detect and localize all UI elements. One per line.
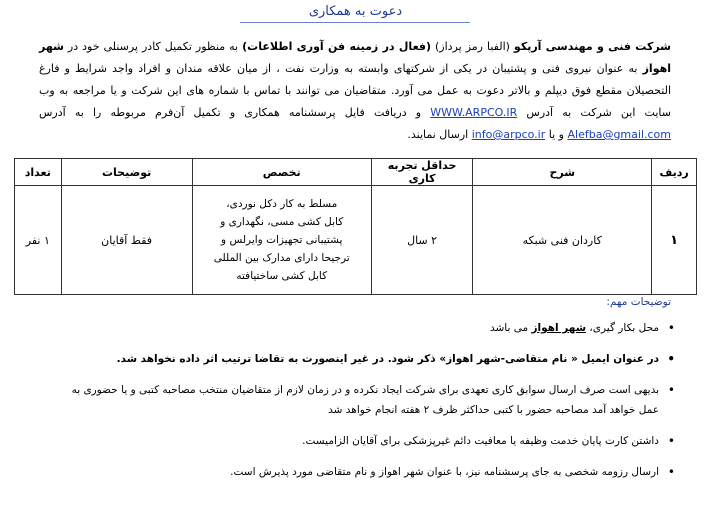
list-item — [71, 462, 671, 482]
specialty-line: مسلط به کار دکل نوردی، — [226, 198, 338, 210]
cell-specialty — [192, 186, 371, 295]
specialty-line: ترجیحا دارای مدارک بین المللی — [213, 252, 350, 264]
table-row — [15, 186, 697, 295]
table-header-row — [15, 159, 697, 186]
header-description: شرح — [473, 159, 652, 186]
intro-text-4: و یا — [548, 128, 564, 141]
specialty-line: پشتیبانی تجهیزات وایرلس و — [221, 234, 343, 246]
intro-text-2: به عنوان نیروی فنی و پشتیبان در یکی از شرکتهای وابسته به وزارت نفت ، از میان علاقه مندان و افراد واجد شرایط و فارغ التحصیلان مقطع فوق دیپلم و بالاتر دعوت به عمل می آورد. متقاضیان می توانند با تماس با شماره های این شرکت و یا مراجعه به وب سایت این شرکت به آدرس — [39, 62, 671, 119]
intro-city: شهر اهواز — [39, 40, 671, 75]
list-item — [71, 431, 671, 451]
intro-text-5: ارسال نمایند. — [407, 128, 469, 141]
note-5-text: ارسال رزومه شخصی به جای پرسشنامه نیز، با عنوان شهر اهواز و نام متقاضی مورد پذیرش است. — [230, 466, 659, 478]
intro-text-3: و دریافت فایل پرسشنامه همکاری و تکمیل آن‌فرم مربوطه را به آدرس — [39, 106, 422, 119]
note-4-text: داشتن کارت پایان خدمت وظیفه یا معافیت دائم غیرپزشکی برای آقایان الزامیست. — [302, 435, 659, 447]
page-title: دعوت به همکاری — [308, 4, 403, 19]
website-link[interactable]: WWW.ARPCO.IR — [430, 106, 518, 119]
intro-text-1: به منظور تکمیل کادر پرسنلی خود در — [67, 40, 239, 53]
cell-count: ۱ نفر — [15, 186, 62, 295]
email-link-info[interactable]: info@arpco.ir — [471, 128, 546, 141]
company-name: شرکت فنی و مهندسی آرپکو — [513, 40, 671, 53]
note-2-text: در عنوان ایمیل « نام متقاضی-شهر اهواز» ذکر شود. در غیر اینصورت به تقاضا ترتیب اثر داده نخواهد شد. — [116, 353, 659, 365]
notes-heading: توضیحات مهم: — [606, 296, 671, 308]
company-alt-name: (الفبا رمز پرداز) — [435, 40, 510, 53]
title-divider — [240, 22, 470, 23]
cell-description: کاردان فنی شبکه — [473, 186, 652, 295]
header-experience: حداقل تجربه کاری — [371, 159, 472, 186]
cell-experience: ۲ سال — [371, 186, 472, 295]
list-item — [71, 318, 671, 338]
cell-notes: فقط آقایان — [61, 186, 192, 295]
note-3-text: بدیهی است صرف ارسال سوابق کاری تعهدی برای شرکت ایجاد نکرده و در زمان لازم از متقاضیان منتخب مصاحبه کتبی و یا حضوری به عمل خواهد آمد مصاحبه حضور با کتبی حداکثر ظرف ۲ هفته انجام خواهد شد — [71, 384, 659, 416]
job-table — [14, 158, 697, 295]
email-link-alefba[interactable]: Alefba@gmail.com — [567, 128, 671, 141]
specialty-line: کابل کشی ساختیافته — [236, 270, 328, 282]
header-row-number: ردیف — [652, 159, 697, 186]
note-1-city: شهر اهواز — [531, 322, 587, 334]
company-field: (فعال در زمینه فن آوری اطلاعات) — [242, 40, 432, 53]
header-notes: توضیحات — [61, 159, 192, 186]
note-1-text-c: می باشد — [490, 322, 529, 334]
header-count: تعداد — [15, 159, 62, 186]
specialty-line: کابل کشی مسی، نگهداری و — [220, 216, 344, 228]
notes-list — [71, 318, 671, 493]
note-1-text-a: محل بکار گیری، — [589, 322, 659, 334]
cell-row-number: ۱ — [652, 186, 697, 295]
intro-paragraph — [39, 36, 671, 146]
list-item — [71, 349, 671, 369]
list-item — [71, 380, 671, 420]
header-specialty: تخصص — [192, 159, 371, 186]
